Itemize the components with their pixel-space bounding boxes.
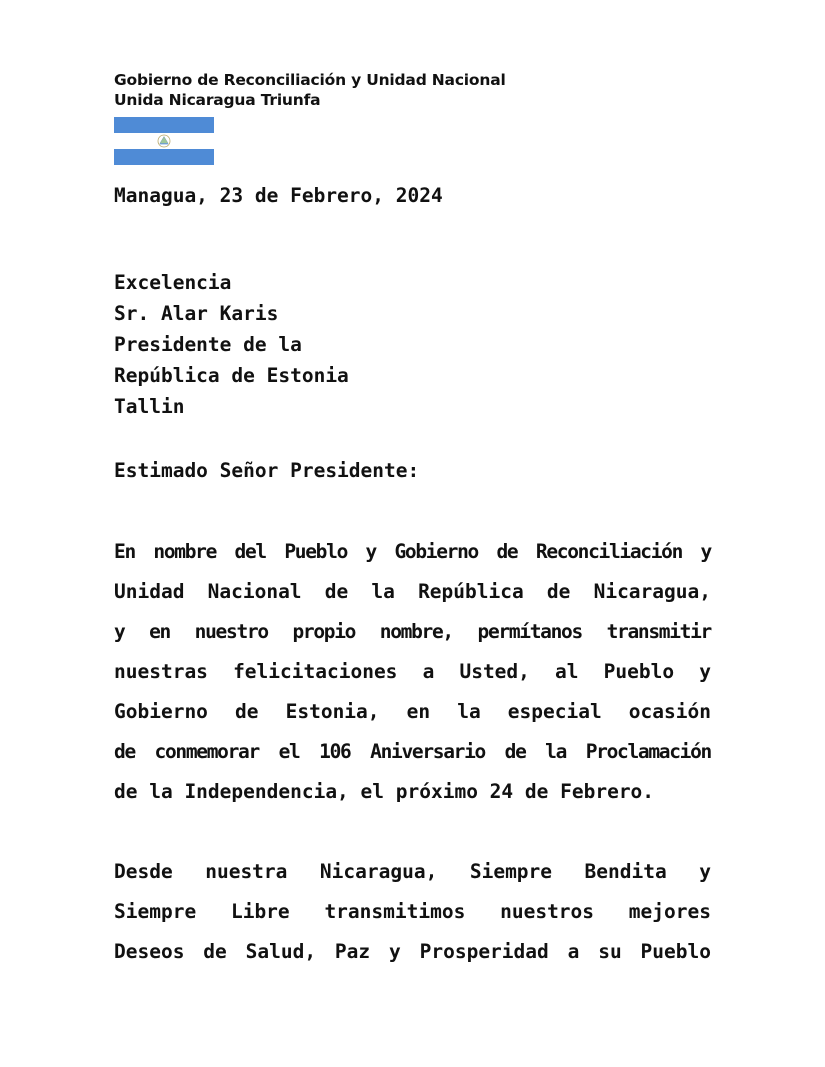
paragraph-line: En nombre del Pueblo y Gobierno de Reconciliación y: [114, 540, 711, 563]
paragraph-line: de conmemorar el 106 Aniversario de la Proclamación: [114, 740, 711, 763]
letterhead-slogan: Unida Nicaragua Triunfa: [114, 91, 321, 109]
salutation: Estimado Señor Presidente:: [114, 459, 420, 482]
letterhead: [114, 70, 506, 110]
recipient-line: Presidente de la: [114, 333, 302, 356]
flag-emblem-icon: [158, 135, 170, 147]
letterhead-government-name: Gobierno de Reconciliación y Unidad Nacional: [114, 71, 506, 89]
recipient-line: Tallin: [114, 395, 185, 418]
paragraph-wishes: [114, 852, 711, 972]
paragraph-line: Deseos de Salud, Paz y Prosperidad a su Pueblo: [114, 940, 711, 963]
recipient-line: República de Estonia: [114, 364, 349, 387]
flag-bottom-stripe: [114, 149, 214, 165]
paragraph-line: y en nuestro propio nombre, permítanos transmitir: [114, 620, 711, 643]
paragraph-line: Unidad Nacional de la República de Nicaragua,: [114, 580, 711, 603]
paragraph-line: nuestras felicitaciones a Usted, al Pueblo y: [114, 660, 711, 683]
paragraph-congratulations: [114, 532, 711, 812]
paragraph-line: de la Independencia, el próximo 24 de Febrero.: [114, 780, 655, 803]
nicaragua-flag-icon: [114, 117, 214, 165]
paragraph-line: Desde nuestra Nicaragua, Siempre Bendita y: [114, 860, 711, 883]
paragraph-line: Gobierno de Estonia, en la especial ocasión: [114, 700, 711, 723]
recipient-block: [114, 267, 349, 422]
flag-top-stripe: [114, 117, 214, 133]
recipient-line: Sr. Alar Karis: [114, 302, 279, 325]
letter-date: Managua, 23 de Febrero, 2024: [114, 184, 443, 207]
recipient-line: Excelencia: [114, 271, 232, 294]
paragraph-line: Siempre Libre transmitimos nuestros mejores: [114, 900, 711, 923]
